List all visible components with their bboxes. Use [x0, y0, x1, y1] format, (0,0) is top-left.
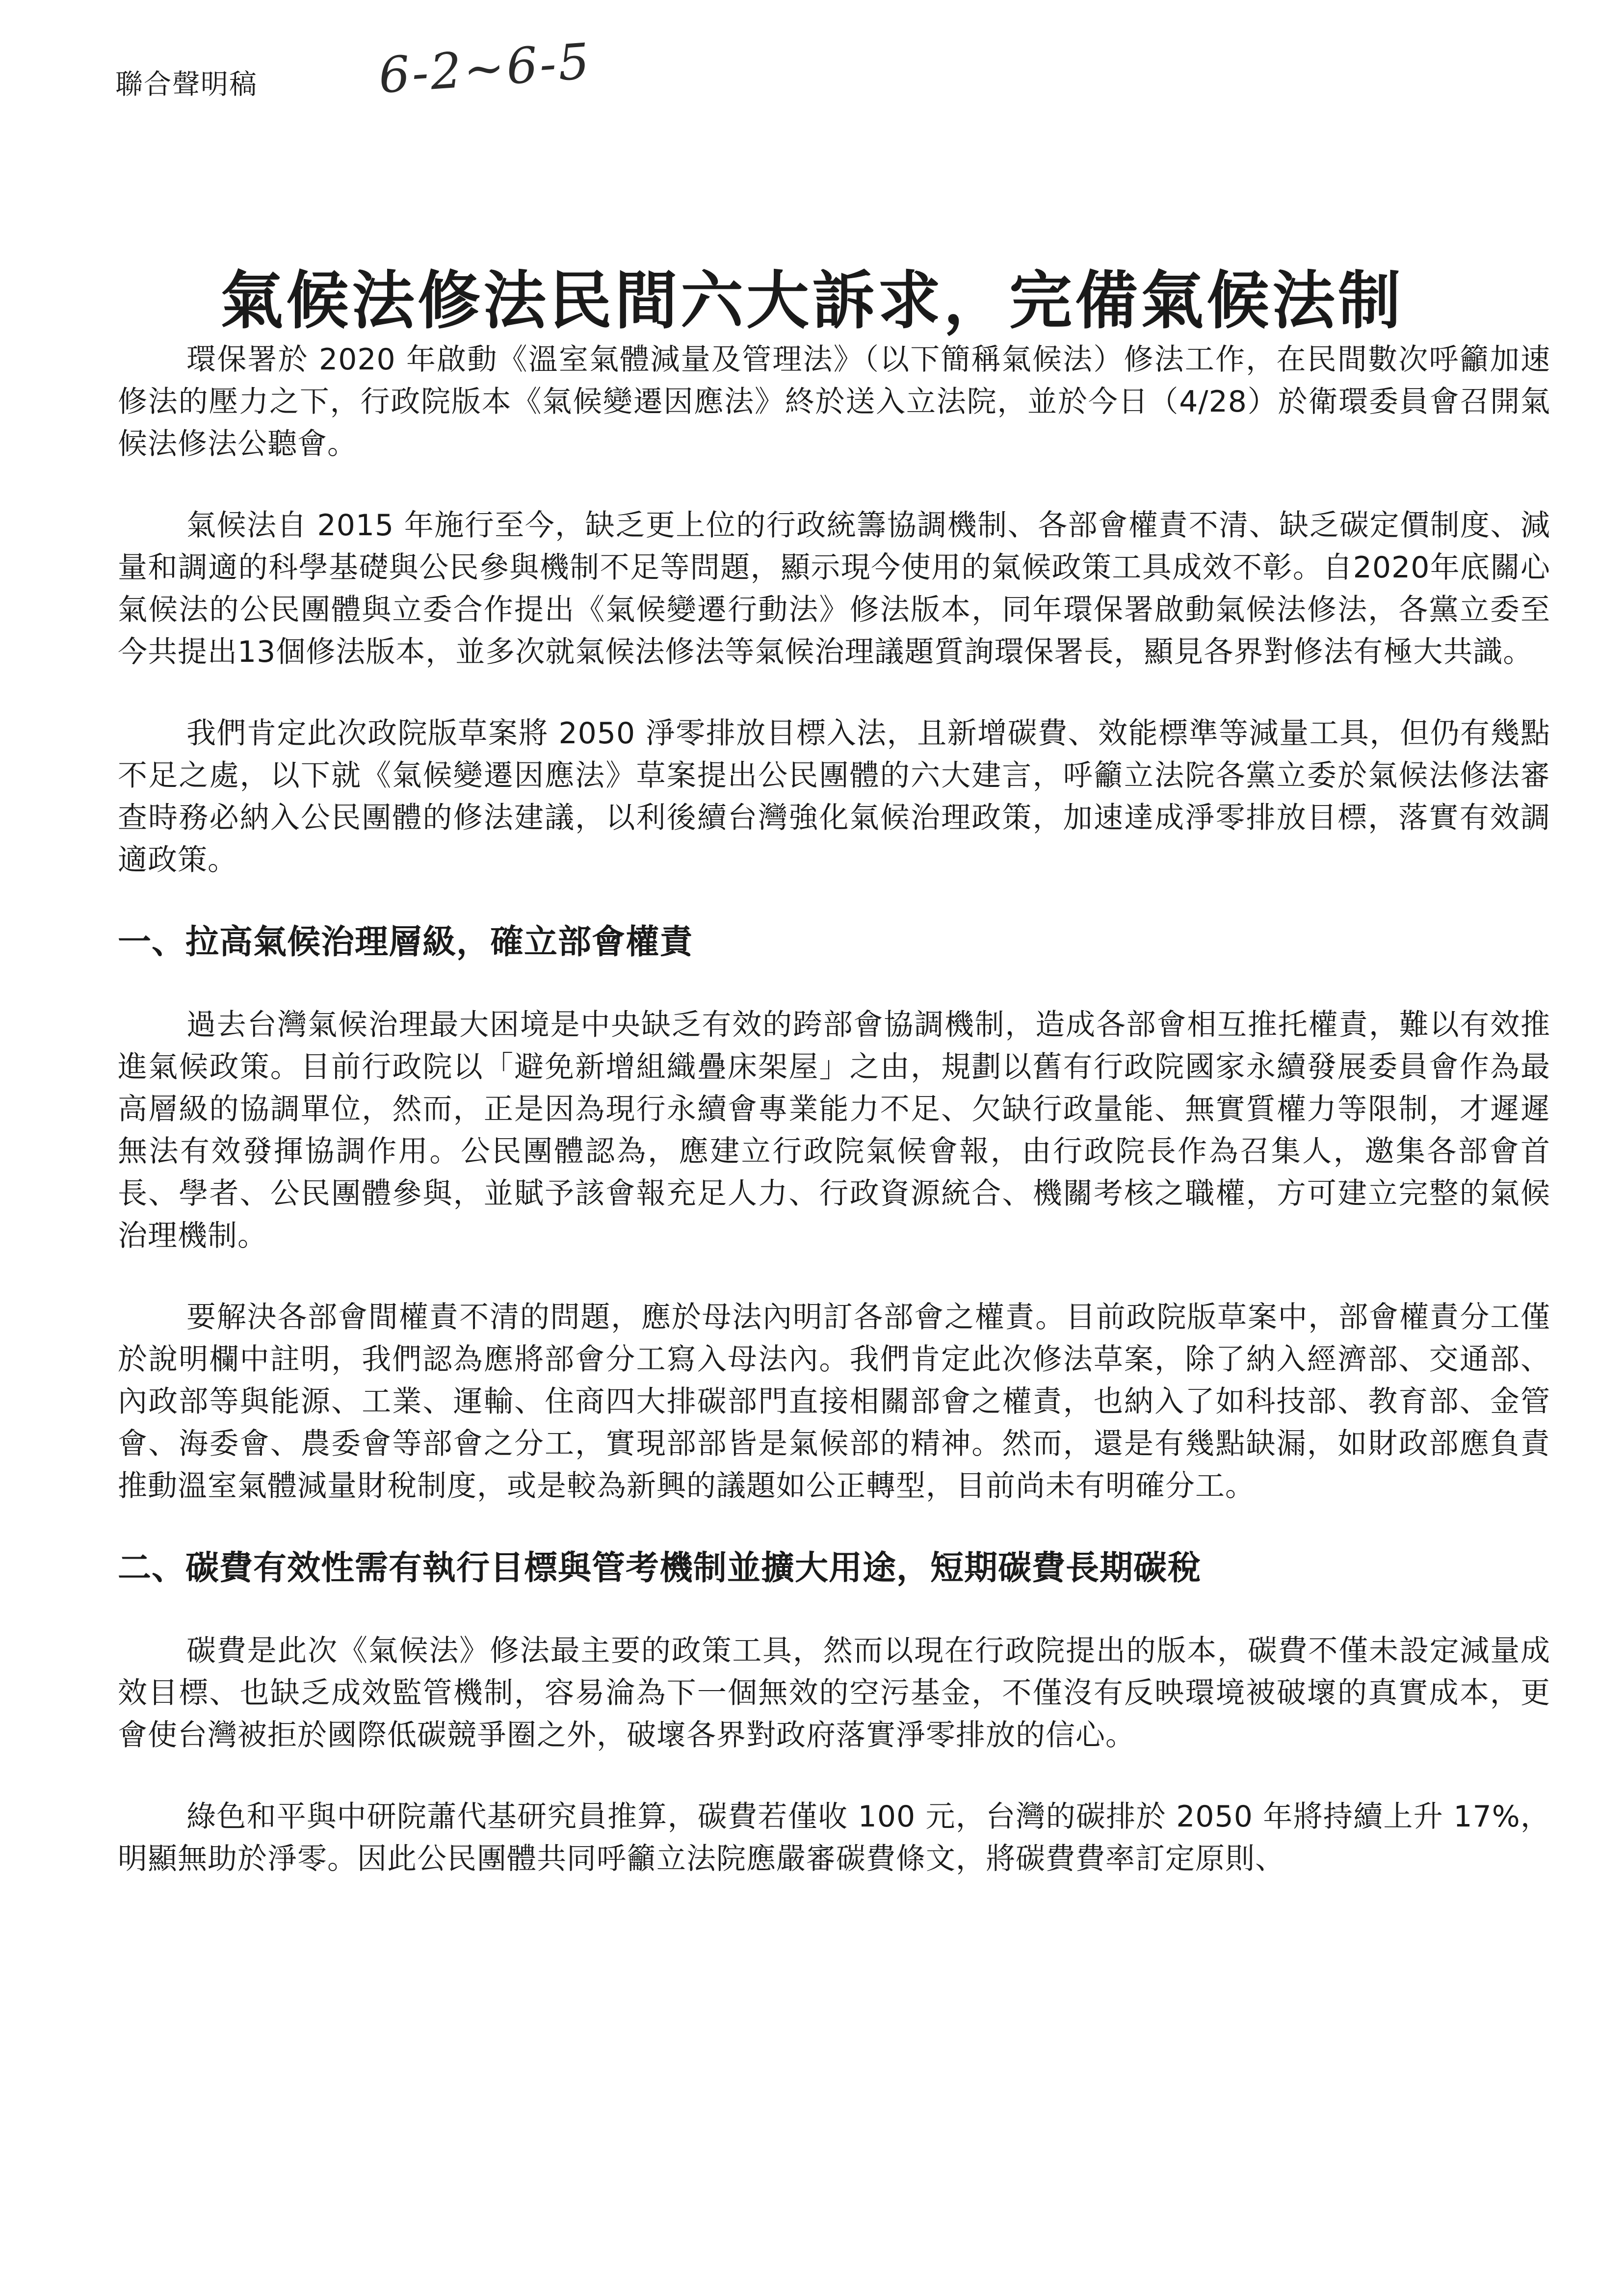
section1-paragraph: 過去台灣氣候治理最大困境是中央缺乏有效的跨部會協調機制，造成各部會相互推托權責，難以有效推進氣候政策。目前行政院以「避免新增組織疊床架屋」之由，規劃以舊有行政院國家永續發展委員會作為最高層級的協調單位，然而，正是因為現行永續會專業能力不足、欠缺行政量能、無實質權力等限制，才遲遲無法有效發揮協調作用。公民團體認為，應建立行政院氣候會報，由行政院長作為召集人，邀集各部會首長、學者、公民團體參與，並賦予該會報充足人力、行政資源統合、機關考核之職權，方可建立完整的氣候治理機制。 [118, 1008, 1550, 1253]
section2-paragraph: 碳費是此次《氣候法》修法最主要的政策工具，然而以現在行政院提出的版本，碳費不僅未設定減量成效目標、也缺乏成效監管機制，容易淪為下一個無效的空污基金，不僅沒有反映環境被破壞的真實成本，更會使台灣被拒於國際低碳競爭圈之外，破壞各界對政府落實淨零排放的信心。 [118, 1634, 1550, 1752]
document-type-label: 聯合聲明稿 [115, 69, 258, 101]
section-heading-1: 一、拉高氣候治理層級，確立部會權責 [118, 923, 694, 962]
intro-paragraph: 我們肯定此次政院版草案將 2050 淨零排放目標入法，且新增碳費、效能標準等減量工具，但仍有幾點不足之處，以下就《氣候變遷因應法》草案提出公民團體的六大建言，呼籲立法院各黨立委於氣候法修法審查時務必納入公民團體的修法建議，以利後續台灣強化氣候治理政策，加速達成淨零排放目標，落實有效調適政策。 [118, 716, 1550, 877]
section2-paragraph: 綠色和平與中研院蕭代基研究員推算，碳費若僅收 100 元，台灣的碳排於 2050 年將持續上升 17%，明顯無助於淨零。因此公民團體共同呼籲立法院應嚴審碳費條文，將碳費費率訂定原則、 [118, 1800, 1550, 1876]
intro-paragraph: 環保署於 2020 年啟動《溫室氣體減量及管理法》（以下簡稱氣候法）修法工作，在民間數次呼籲加速修法的壓力之下，行政院版本《氣候變遷因應法》終於送入立法院，並於今日（4/28）於衛環委員會召開氣候法修法公聽會。 [118, 342, 1550, 461]
document-title: 氣候法修法民間六大訴求，完備氣候法制 [220, 263, 1404, 338]
section-heading-2: 二、碳費有效性需有執行目標與管考機制並擴大用途，短期碳費長期碳稅 [118, 1549, 1202, 1588]
section1-paragraph: 要解決各部會間權責不清的問題，應於母法內明訂各部會之權責。目前政院版草案中，部會權責分工僅於說明欄中註明，我們認為應將部會分工寫入母法內。我們肯定此次修法草案，除了納入經濟部、交通部、內政部等與能源、工業、運輸、住商四大排碳部門直接相關部會之權責，也納入了如科技部、教育部、金管會、海委會、農委會等部會之分工，實現部部皆是氣候部的精神。然而，還是有幾點缺漏，如財政部應負責推動溫室氣體減量財稅制度，或是較為新興的議題如公正轉型，目前尚未有明確分工。 [118, 1300, 1550, 1503]
document-body [118, 339, 1550, 1880]
handwritten-page-note: 6-2~6-5 [376, 32, 593, 104]
intro-paragraph: 氣候法自 2015 年施行至今，缺乏更上位的行政統籌協調機制、各部會權責不清、缺乏碳定價制度、減量和調適的科學基礎與公民參與機制不足等問題，顯示現今使用的氣候政策工具成效不彰。自2020年底關心氣候法的公民團體與立委合作提出《氣候變遷行動法》修法版本，同年環保署啟動氣候法修法，各黨立委至今共提出13個修法版本，並多次就氣候法修法等氣候治理議題質詢環保署長，顯見各界對修法有極大共識。 [118, 508, 1550, 669]
